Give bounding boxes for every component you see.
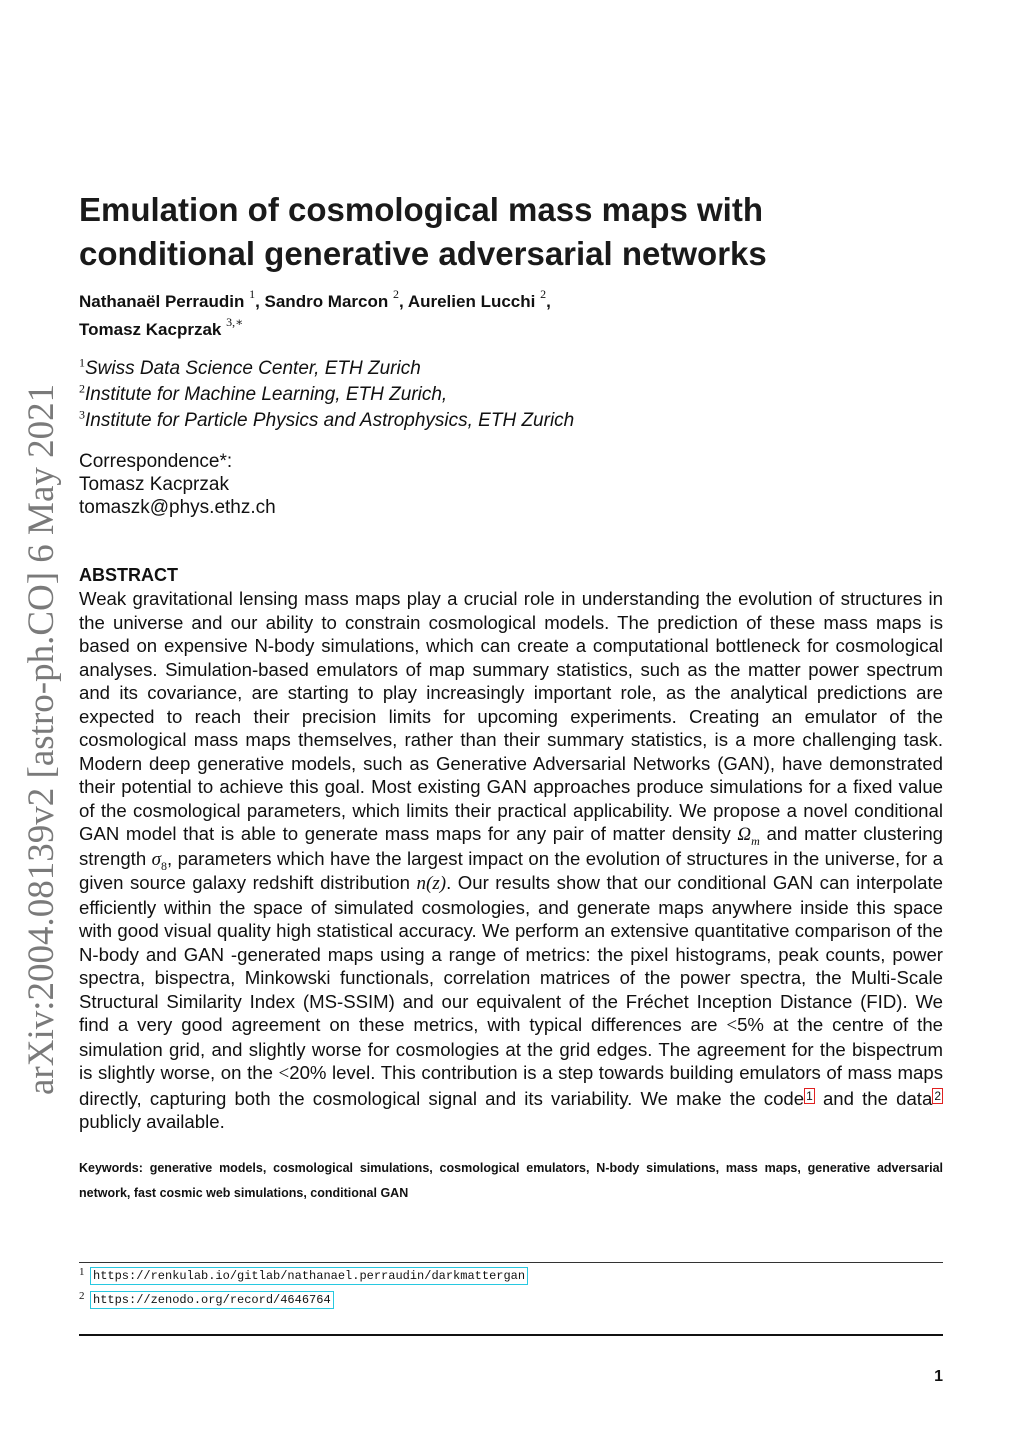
author-name: Tomasz Kacprzak [79, 320, 222, 339]
nz-symbol: n(z) [416, 873, 447, 894]
abstract-body [79, 587, 943, 1134]
affiliation-number: 2 [79, 381, 85, 396]
abstract-text: . Our results show that our conditional GAN can interpolate efficiently within the space of simulated cosmologies, and generate maps anywhere inside this space with good visual quality high statistical accuracy. We perform an extensive quantitative comparison of the N-body and GAN -generated maps using a range of metrics: the pixel histograms, peak counts, power spectra, bispectra, Minkowski functionals, correlation matrices of the power spectra, the Multi-Scale Structural Similarity Index (MS-SSIM) and our equivalent of the Fréchet Inception Distance (FID). We find a very good agreement on these metrics, with typical differences are [79, 872, 943, 1035]
footnote-link-data[interactable]: https://zenodo.org/record/4646764 [90, 1291, 334, 1309]
abstract-text: Weak gravitational lensing mass maps play a crucial role in understanding the evolution of structures in the universe and our ability to constrain cosmological models. The prediction of these mass maps is based on expensive N-body simulations, which can create a computational bottleneck for cosmological analyses. Simulation-based emulators of map summary statistics, such as the matter power spectrum and its covariance, are starting to play increasingly important role, as the analytical predictions are expected to reach their precision limits for upcoming experiments. Creating an emulator of the cosmological mass maps themselves, rather than their summary statistics, is a more challenging task. Modern deep generative models, such as Generative Adversarial Networks (GAN), have demonstrated their potential to achieve this goal. Most existing GAN approaches produce simulations for a fixed value of the cosmological parameters, which limits their practical applicability. We propose a novel conditional GAN model that is able to generate mass maps for any pair of matter density [79, 588, 943, 844]
footnote-divider [79, 1262, 943, 1263]
less-than-symbol: < [726, 1015, 738, 1036]
author-affiliation-mark: 1 [249, 287, 256, 302]
footnote-number: 1 [79, 1266, 85, 1278]
page-bottom-divider [79, 1334, 943, 1336]
author-name: Aurelien Lucchi [407, 292, 536, 311]
footnote-ref-2[interactable]: 2 [934, 1088, 941, 1103]
footnote-2 [79, 1288, 943, 1312]
footnote-1 [79, 1264, 943, 1288]
correspondence-email[interactable]: tomaszk@phys.ethz.ch [79, 497, 276, 518]
correspondence-block [79, 450, 943, 519]
abstract-text: 20% level. This contribution is a step towards building emulators of mass maps directly, capturing both the cosmological signal and its variability. We make the code [79, 1062, 943, 1109]
footnote-link-code[interactable]: https://renkulab.io/gitlab/nathanael.perraudin/darkmattergan [90, 1267, 528, 1285]
abstract-text: 5% at the centre of the simulation grid, and slightly worse for cosmologies at the grid edges. The agreement for the bispectrum is slightly worse, on the [79, 1014, 943, 1083]
author-affiliation-mark: 2 [393, 287, 399, 302]
footnotes [79, 1264, 943, 1312]
correspondence-name: Tomasz Kacprzak [79, 474, 229, 495]
affiliation-text: Institute for Particle Physics and Astrophysics, ETH Zurich [85, 410, 575, 431]
affiliation-list [79, 356, 943, 434]
abstract-heading: ABSTRACT [79, 565, 178, 585]
correspondence-label: Correspondence*: [79, 451, 233, 472]
affiliation-text: Institute for Machine Learning, ETH Zurich, [85, 384, 448, 405]
footnote-ref-1[interactable]: 1 [806, 1088, 813, 1103]
omega-m-symbol: $\Omega_m$ [737, 824, 760, 848]
title-line-1: Emulation of cosmological mass maps with [79, 191, 763, 228]
abstract-text: and the data [822, 1087, 933, 1109]
title-line-2: conditional generative adversarial networks [79, 235, 767, 272]
affiliation [79, 382, 943, 408]
page-number: 1 [934, 1368, 943, 1385]
affiliation-text: Swiss Data Science Center, ETH Zurich [85, 358, 421, 379]
author-list: Nathanaël Perraudin $^1$, Sandro Marcon $^2$, Aurelien Lucchi $^2$, Tomasz Kacprzak $^{3,∗}$ [79, 287, 551, 339]
author-name: Nathanaël Perraudin [79, 292, 245, 311]
keywords: Keywords: generative models, cosmological simulations, cosmological emulators, N-body simulations, mass maps, generative adversarial network, fast cosmic web simulations, conditional GAN [79, 1160, 943, 1200]
abstract-text: publicly available. [79, 1111, 225, 1133]
affiliation-number: 1 [79, 355, 85, 370]
affiliation-number: 3 [79, 407, 85, 422]
author-affiliation-mark: 2 [540, 287, 547, 302]
footnote-number: 2 [79, 1290, 85, 1302]
author-affiliation-mark: 3,∗ [226, 315, 244, 330]
sigma-8-symbol: $\sigma_8$ [151, 848, 167, 873]
less-than-symbol: < [278, 1063, 290, 1084]
affiliation [79, 408, 943, 434]
affiliation [79, 356, 943, 382]
abstract-text: , parameters which have the largest impact on the evolution of structures in the universe, for a given source galaxy redshift distribution [79, 847, 943, 893]
abstract-section [79, 563, 943, 1134]
arxiv-identifier-stamp: arXiv:2004.08139v2 [astro-ph.CO] 6 May 2021 [21, 383, 62, 1095]
author-name: Sandro Marcon [264, 292, 389, 311]
paper-front-matter [79, 188, 943, 1206]
abstract-text: and matter clustering strength [79, 823, 943, 869]
paper-title [79, 188, 943, 276]
